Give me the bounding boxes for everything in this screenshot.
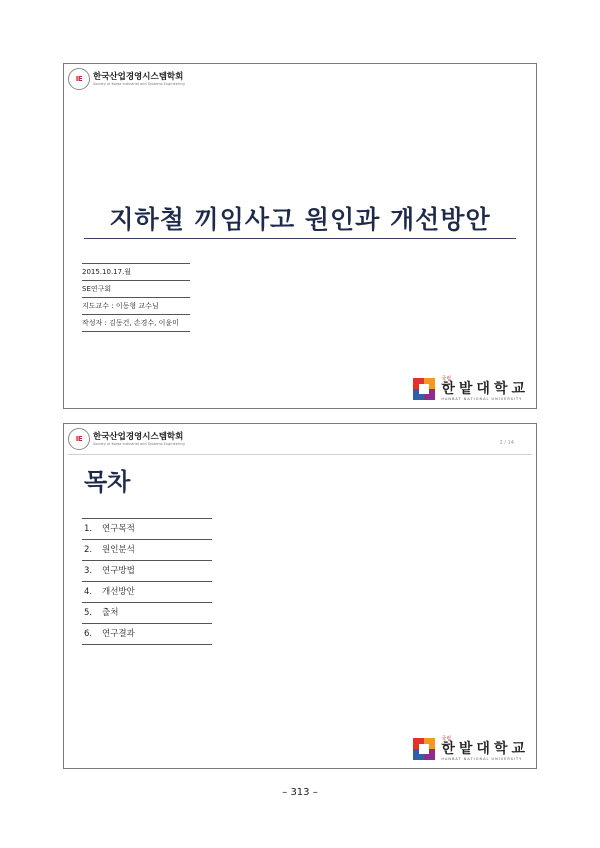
university-prefix: 국립 bbox=[441, 736, 452, 742]
university-name: 한밭대학교 bbox=[441, 381, 529, 397]
toc-item-label: 출처 bbox=[102, 608, 119, 618]
title-underline bbox=[84, 238, 516, 239]
society-emblem-text: IE bbox=[75, 435, 83, 443]
toc-item-number: 1. bbox=[84, 524, 93, 534]
toc-item-label: 연구목적 bbox=[102, 524, 135, 534]
university-name: 한밭대학교 bbox=[441, 741, 529, 757]
toc-item-label: 연구방법 bbox=[102, 566, 135, 576]
header-divider bbox=[68, 454, 532, 455]
toc-item bbox=[82, 623, 212, 645]
slide-title bbox=[63, 63, 537, 409]
university-english-name: HANBAT NATIONAL UNIVERSITY bbox=[441, 757, 523, 761]
society-emblem-icon bbox=[68, 68, 90, 90]
presentation-info bbox=[82, 263, 190, 332]
info-date: 2015.10.17.월 bbox=[82, 263, 190, 280]
society-name: 한국산업경영시스템학회 bbox=[93, 71, 184, 82]
university-english-name: HANBAT NATIONAL UNIVERSITY bbox=[441, 397, 523, 401]
slide-table-of-contents bbox=[63, 423, 537, 769]
slide-page-badge: 2 / 14 bbox=[499, 440, 514, 446]
toc-item-label: 연구결과 bbox=[102, 629, 135, 639]
university-logo bbox=[413, 376, 529, 402]
society-emblem-text: IE bbox=[75, 75, 83, 83]
toc-item-number: 2. bbox=[84, 545, 93, 555]
toc-item bbox=[82, 539, 212, 560]
university-emblem-icon bbox=[413, 378, 435, 400]
toc-item bbox=[82, 602, 212, 623]
toc-item bbox=[82, 518, 212, 539]
society-logo bbox=[68, 68, 185, 90]
toc-item bbox=[82, 560, 212, 581]
toc-list bbox=[82, 518, 212, 645]
document-page-number: – 313 – bbox=[282, 787, 318, 798]
society-english-name: Society of Korea Industrial and Systems Engineering bbox=[93, 81, 185, 86]
toc-item-label: 원인분석 bbox=[102, 545, 135, 555]
toc-item-number: 5. bbox=[84, 608, 93, 618]
toc-item-number: 4. bbox=[84, 587, 93, 597]
toc-item-label: 개선방안 bbox=[102, 587, 135, 597]
toc-item bbox=[82, 581, 212, 602]
toc-title: 목차 bbox=[84, 468, 131, 496]
society-english-name: Society of Korea Industrial and Systems Engineering bbox=[93, 441, 185, 446]
info-authors: 작성자 : 김동건, 손경수, 이윤미 bbox=[82, 314, 190, 332]
society-emblem-icon bbox=[68, 428, 90, 450]
info-advisor: 지도교수 : 이동형 교수님 bbox=[82, 297, 190, 314]
society-logo bbox=[68, 428, 185, 450]
university-emblem-icon bbox=[413, 738, 435, 760]
slide-main-title: 지하철 끼임사고 원인과 개선방안 bbox=[109, 205, 491, 234]
info-group: SE연구회 bbox=[82, 280, 190, 297]
toc-item-number: 6. bbox=[84, 629, 93, 639]
university-logo bbox=[413, 736, 529, 762]
university-prefix: 국립 bbox=[441, 376, 452, 382]
toc-item-number: 3. bbox=[84, 566, 93, 576]
society-name: 한국산업경영시스템학회 bbox=[93, 431, 184, 442]
